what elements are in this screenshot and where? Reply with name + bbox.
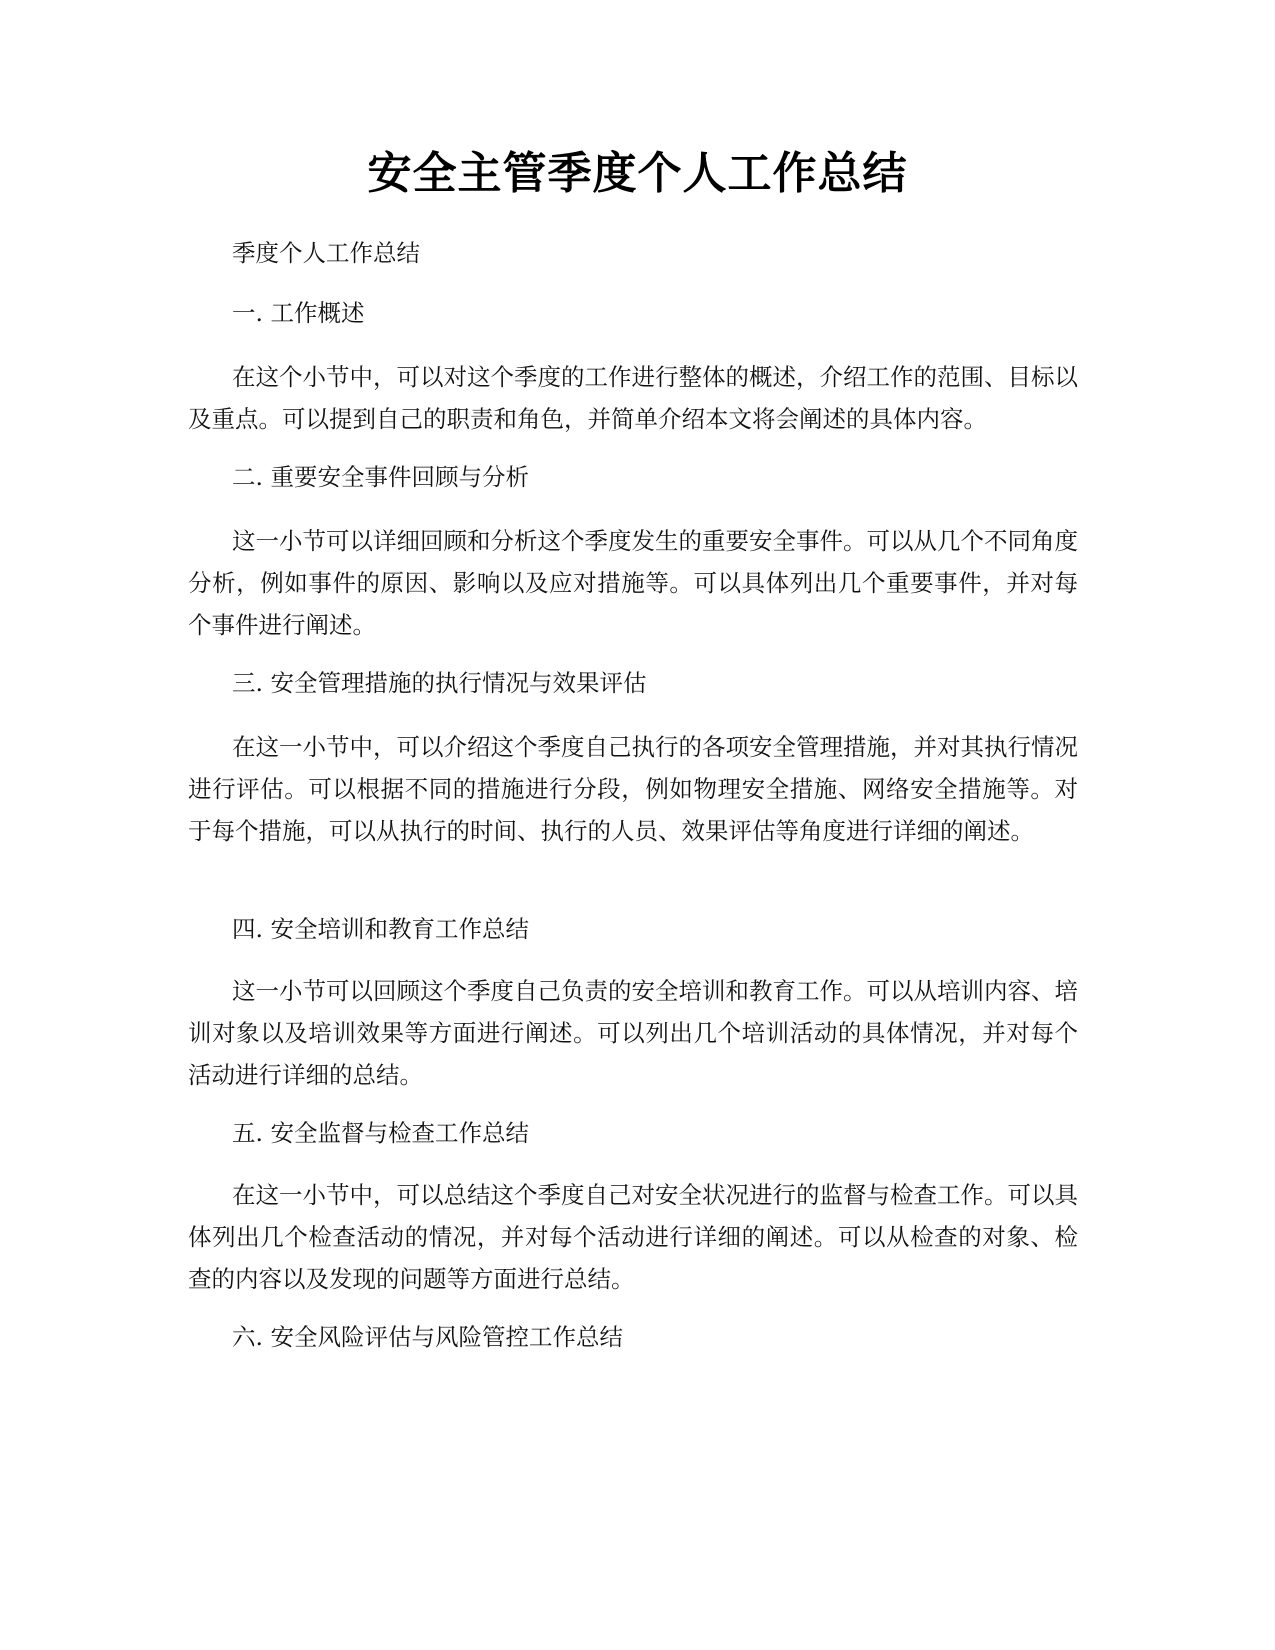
section-heading-2: 二. 重要安全事件回顾与分析 — [232, 463, 529, 491]
section-body-2: 这一小节可以详细回顾和分析这个季度发生的重要安全事件。可以从几个不同角度分析，例如事件的原因、影响以及应对措施等。可以具体列出几个重要事件，并对每个事件进行阐述。 — [188, 527, 1078, 639]
section-heading-1: 一. 工作概述 — [232, 299, 365, 327]
section-heading-6: 六. 安全风险评估与风险管控工作总结 — [232, 1323, 623, 1351]
section-heading-5: 五. 安全监督与检查工作总结 — [232, 1119, 529, 1147]
section-body-4: 这一小节可以回顾这个季度自己负责的安全培训和教育工作。可以从培训内容、培训对象以及培训效果等方面进行阐述。可以列出几个培训活动的具体情况，并对每个活动进行详细的总结。 — [188, 977, 1078, 1089]
section-heading-3: 三. 安全管理措施的执行情况与效果评估 — [232, 669, 647, 697]
document-title: 安全主管季度个人工作总结 — [367, 148, 908, 199]
section-body-1: 在这个小节中，可以对这个季度的工作进行整体的概述，介绍工作的范围、目标以及重点。可以提到自己的职责和角色，并简单介绍本文将会阐述的具体内容。 — [188, 363, 1078, 433]
document-subtitle: 季度个人工作总结 — [232, 239, 420, 267]
section-body-3: 在这一小节中，可以介绍这个季度自己执行的各项安全管理措施，并对其执行情况进行评估。可以根据不同的措施进行分段，例如物理安全措施、网络安全措施等。对于每个措施，可以从执行的时间、执行的人员、效果评估等角度进行详细的阐述。 — [188, 733, 1078, 845]
section-body-5: 在这一小节中，可以总结这个季度自己对安全状况进行的监督与检查工作。可以具体列出几个检查活动的情况，并对每个活动进行详细的阐述。可以从检查的对象、检查的内容以及发现的问题等方面进行总结。 — [188, 1181, 1078, 1293]
section-heading-4: 四. 安全培训和教育工作总结 — [232, 915, 529, 943]
